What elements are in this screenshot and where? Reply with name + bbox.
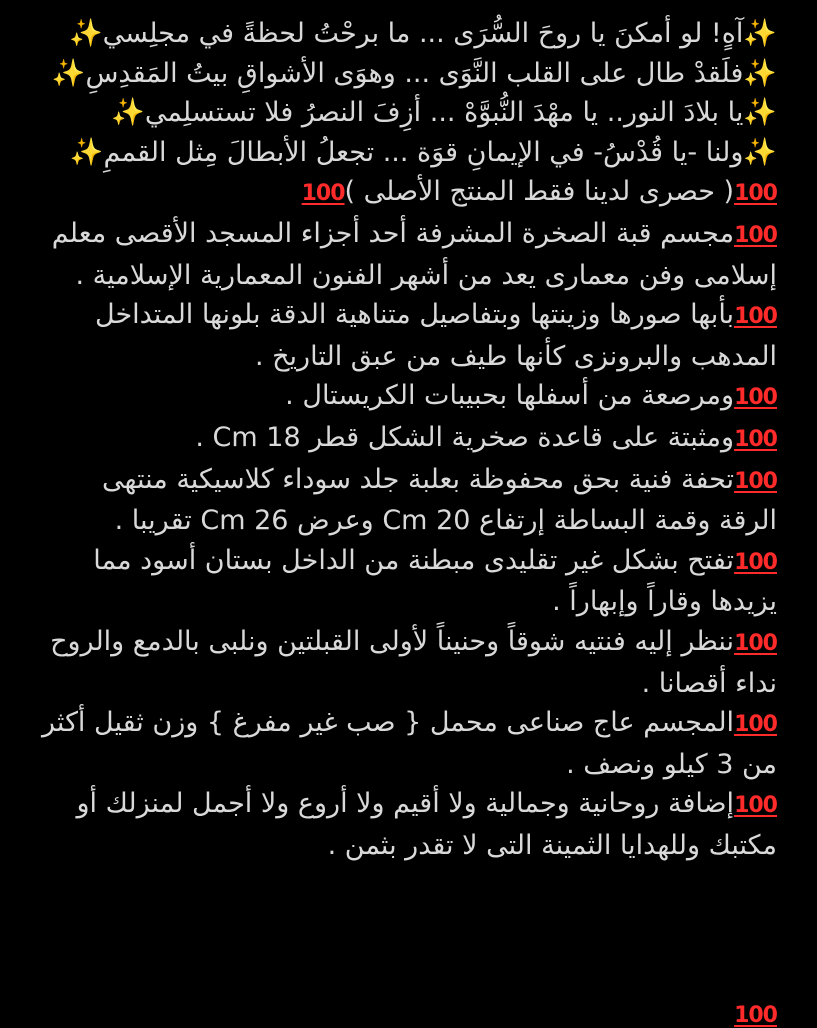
sparkles-icon: ✨ — [69, 136, 104, 168]
hundred-points-icon: 100 — [734, 181, 777, 207]
paragraph-text: بأبها صورها وزينتها وبتفاصيل متناهية الدقة بلونها المتداخل المدهب والبرونزى كأنها طيف من عبق التاريخ . — [95, 299, 777, 372]
hundred-points-icon: 100 — [734, 1003, 777, 1028]
hundred-points-icon: 100 — [301, 181, 345, 207]
message-paragraph — [36, 214, 777, 295]
sparkles-icon: ✨ — [743, 57, 777, 89]
message-paragraph — [36, 376, 777, 418]
paragraph-text: ومثبتة على قاعدة صخرية الشكل قطر 18 Cm . — [195, 421, 735, 453]
sparkles-icon: ✨ — [743, 136, 777, 168]
paragraph-text: ( حصرى لدينا فقط المنتج الأصلى ) — [344, 176, 735, 208]
hundred-points-icon: 100 — [734, 793, 777, 819]
hundred-points-icon: 100 — [734, 222, 777, 248]
sparkles-icon: ✨ — [743, 97, 777, 129]
message-paragraph — [36, 541, 777, 622]
paragraph-text: مجسم قبة الصخرة المشرفة أحد أجزاء المسجد الأقصى معلم إسلامى وفن معمارى يعد من أشهر الفنون المعمارية الإسلامية . — [51, 217, 777, 291]
message-paragraph — [36, 418, 777, 460]
sparkles-icon: ✨ — [51, 57, 86, 89]
paragraph-text: ننظر إليه فنتيه شوقاً وحنيناً لأولى القبلتين ونلبى بالدمع والروح نداء أقصانا . — [50, 625, 777, 699]
hundred-points-icon: 100 — [734, 385, 777, 411]
message-paragraph — [36, 133, 777, 173]
message-paragraph — [36, 295, 777, 376]
sparkles-icon: ✨ — [111, 97, 145, 129]
hundred-points-icon: 100 — [734, 468, 777, 494]
message-paragraph — [36, 784, 777, 865]
paragraph-text: ومرصعة من أسفلها بحبيبات الكريستال . — [285, 380, 735, 412]
paragraph-text: ولنا -يا قُدْسُ- في الإيمانِ قوَة ... تجعلُ الأبطالَ مِثل القممِ — [103, 136, 744, 168]
paragraph-text: يا بلادَ النور.. يا مهْدَ النُّبوَّهْ ... أزِفَ النصرُ فلا تستسلِمي — [144, 97, 744, 129]
sparkles-icon: ✨ — [69, 18, 103, 49]
message-paragraph — [36, 93, 777, 133]
paragraph-text: تفتح بشكل غير تقليدى مبطنة من الداخل بستان أسود مما يزيدها وقاراً وإبهاراً . — [93, 544, 777, 618]
message-paragraph — [36, 54, 777, 94]
paragraph-text: المجسم عاج صناعى محمل { صب غير مفرغ } وزن ثقيل أكثر من 3 كيلو ونصف . — [42, 707, 777, 780]
hundred-points-icon: 100 — [734, 304, 777, 330]
paragraph-text: آهٍ! لو أمكنَ يا روحَ السُّرَى ... ما برحْتُ لحظةً في مجلِسي — [102, 18, 744, 49]
message-paragraph — [36, 172, 777, 214]
message-paragraph — [36, 622, 777, 703]
paragraph-text: فلَقدْ طال على القلب النَّوَى ... وهوَى الأشواقِ بيتُ المَقدِسِ — [85, 57, 744, 89]
hundred-points-icon: 100 — [734, 630, 777, 656]
sparkles-icon: ✨ — [743, 18, 777, 49]
hundred-points-icon: 100 — [734, 712, 777, 738]
paragraph-text: إضافة روحانية وجمالية ولا أقيم ولا أروع ولا أجمل لمنزلك أو مكتبك وللهدايا الثمينة التى لا تقدر بثمن . — [76, 788, 777, 861]
hundred-points-icon: 100 — [734, 426, 777, 452]
message-paragraph — [36, 703, 777, 784]
paragraph-text: تحفة فنية بحق محفوظة بعلبة جلد سوداء كلاسيكية منتهى الرقة وقمة البساطة إرتفاع 20 Cm وعرض 26 Cm تقريبا . — [102, 463, 777, 537]
message-paragraph — [36, 14, 777, 54]
message-paragraph — [36, 460, 777, 541]
hundred-points-icon: 100 — [734, 549, 777, 575]
